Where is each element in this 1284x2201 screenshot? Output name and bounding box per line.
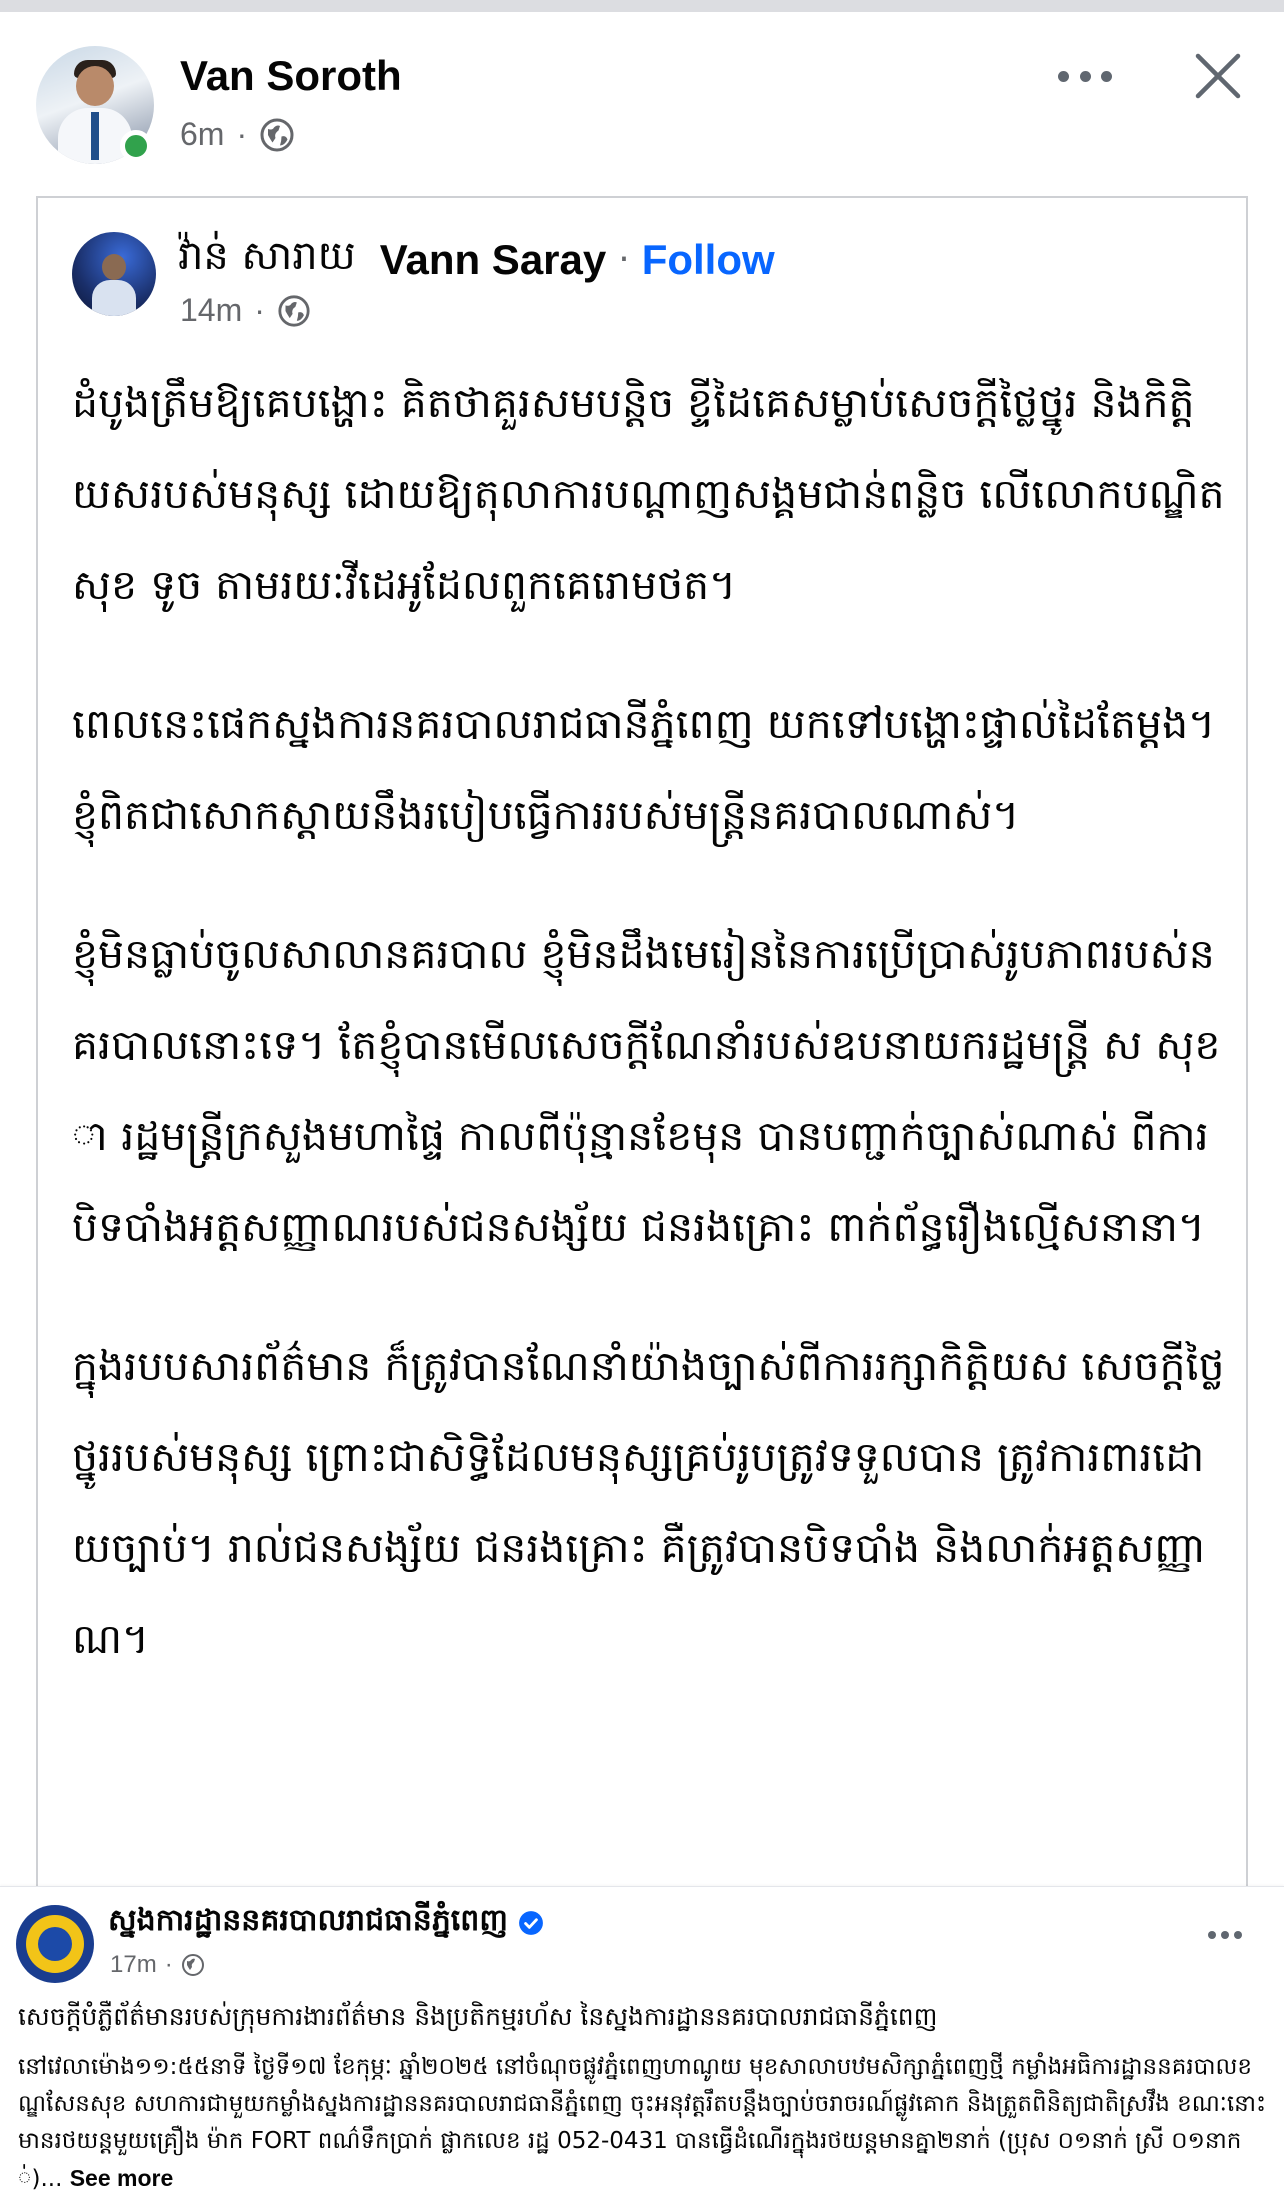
post-paragraph: ខ្ញុំមិនធ្លាប់ចូលសាលានគរបាល ខ្ញុំមិនដឹងមេរៀននៃការប្រើប្រាស់រូបភាពរបស់នគរបាលនោះទេ។ តែខ្ញុំបានមើលសេចក្តីណែនាំរបស់ឧបនាយករដ្ឋមន្ត្រី ស សុខា រដ្ឋមន្ត្រីក្រសួងមហាផ្ទៃ កាលពីប៉ុន្មានខែមុន បានបញ្ជាក់ច្បាស់ណាស់ ពីការបិទបាំងអត្តសញ្ញាណរបស់ជនសង្ស័យ ជនរងគ្រោះ ពាក់ព័ន្ធរឿងល្មើសនានា។ <box>72 930 1221 1251</box>
more-options-icon <box>1208 1931 1216 1939</box>
globe-icon <box>259 117 295 153</box>
shared-post-header <box>178 230 775 289</box>
shared-author-khmer-name[interactable]: វ៉ាន់ សារាយ <box>178 233 356 279</box>
globe-icon <box>181 1953 205 1977</box>
post-meta <box>180 116 295 153</box>
page-name[interactable]: ស្នងការដ្ឋាននគរបាលរាជធានីភ្នំពេញ <box>108 1903 508 1938</box>
page-post-body-text: នៅវេលាម៉ោង១១:៥៥នាទី ថ្ងៃទី១៧ ខែកុម្ភៈ ឆ្នាំ២០២៥ នៅចំណុចផ្លូវភ្នំពេញហាណូយ មុខសាលាបឋមសិក្សាភ្នំពេញថ្មី កម្លាំងអធិការដ្ឋាននគរបាលខណ្ឌសែនសុខ សហការជាមួយកម្លាំងស្នងការដ្ឋាននគរបាលរាជធានីភ្នំពេញ ចុះអនុវត្តរឹតបន្តឹងច្បាប់ចរាចរណ៍ផ្លូវគោក និងត្រួតពិនិត្យជាតិស្រវឹង ខណៈនោះមានរថយន្តមួយគ្រឿង ម៉ាក FORT ពណ៌ទឹកប្រាក់ ផ្លាកលេខ រដ្ឋ 052-0431 បានធ្វើដំណើរក្នុងរថយន្តមានគ្នា២នាក់ (ប្រុស ០១នាក់ ស្រី ០១នាក់)... <box>18 2054 1267 2192</box>
online-status-dot <box>120 130 152 162</box>
shared-post-card <box>36 196 1248 1886</box>
verified-badge-icon <box>518 1910 544 1936</box>
police-logo[interactable] <box>16 1905 94 1983</box>
shared-author-name[interactable]: Vann Saray <box>379 235 607 283</box>
page-post-more-button[interactable] <box>1208 1931 1242 1941</box>
page-post-time[interactable]: 17m <box>110 1951 157 1978</box>
top-status-strip <box>0 0 1284 12</box>
page-post-body <box>18 2049 1268 2199</box>
meta-separator: · <box>254 292 265 328</box>
meta-separator: · <box>236 116 248 152</box>
post-paragraph: ក្នុងរបបសារព័ត៌មាន ក៏ត្រូវបានណែនាំយ៉ាងច្បាស់ពីការរក្សាកិត្តិយស សេចក្តីថ្លៃថ្នូររបស់មនុស្ស ព្រោះជាសិទ្ធិដែលមនុស្សគ្រប់រូបត្រូវទទួលបាន ត្រូវការពារដោយច្បាប់។ រាល់ជនសង្ស័យ ជនរងគ្រោះ គឺត្រូវបានបិទបាំង និងលាក់អត្តសញ្ញាណ។ <box>72 1342 1225 1663</box>
shared-author-avatar[interactable] <box>72 232 156 316</box>
close-icon[interactable] <box>1192 50 1244 102</box>
post-time[interactable]: 6m <box>180 116 225 152</box>
see-more-link[interactable]: See more <box>69 2165 174 2191</box>
header-separator: · <box>618 239 630 280</box>
page-header <box>108 1901 544 1945</box>
shared-post-time[interactable]: 14m <box>180 292 243 328</box>
globe-icon <box>277 294 311 328</box>
more-options-icon <box>1058 71 1069 82</box>
post-paragraph: ពេលនេះផេកស្នងការនគរបាលរាជធានីភ្នំពេញ យកទៅបង្ហោះផ្ទាល់ដៃតែម្តង។ ខ្ញុំពិតជាសោកស្តាយនឹងរបៀបធ្វើការរបស់មន្ត្រីនគរបាលណាស់។ <box>72 700 1216 839</box>
original-page-post[interactable] <box>0 1886 1284 2201</box>
follow-button[interactable]: Follow <box>641 235 775 283</box>
shared-post-meta <box>180 292 311 329</box>
post-author-name[interactable]: Van Soroth <box>180 52 402 99</box>
shared-post-text <box>72 358 1232 1733</box>
page-post-headline: សេចក្តីបំភ្លឺព័ត៌មានរបស់ក្រុមការងារព័ត៌មាន និងប្រតិកម្មរហ័ស នៃស្នងការដ្ឋាននគរបាលរាជធានីភ្នំពេញ <box>18 2002 938 2031</box>
post-paragraph: ដំបូងត្រឹមឱ្យគេបង្ហោះ គិតថាគួរសមបន្តិច ខ្ទីដៃគេសម្លាប់សេចក្តីថ្លៃថ្នូរ និងកិត្តិយសរបស់មនុស្ស ដោយឱ្យតុលាការបណ្តាញសង្គមជាន់ពន្លិច លើលោកបណ្ឌិត សុខ ទូច តាមរយៈវីដេអូដែលពួកគេរោមថត។ <box>72 379 1225 609</box>
page-post-meta <box>110 1951 205 1979</box>
more-options-button[interactable] <box>1058 56 1112 96</box>
meta-separator: · <box>164 1951 173 1978</box>
